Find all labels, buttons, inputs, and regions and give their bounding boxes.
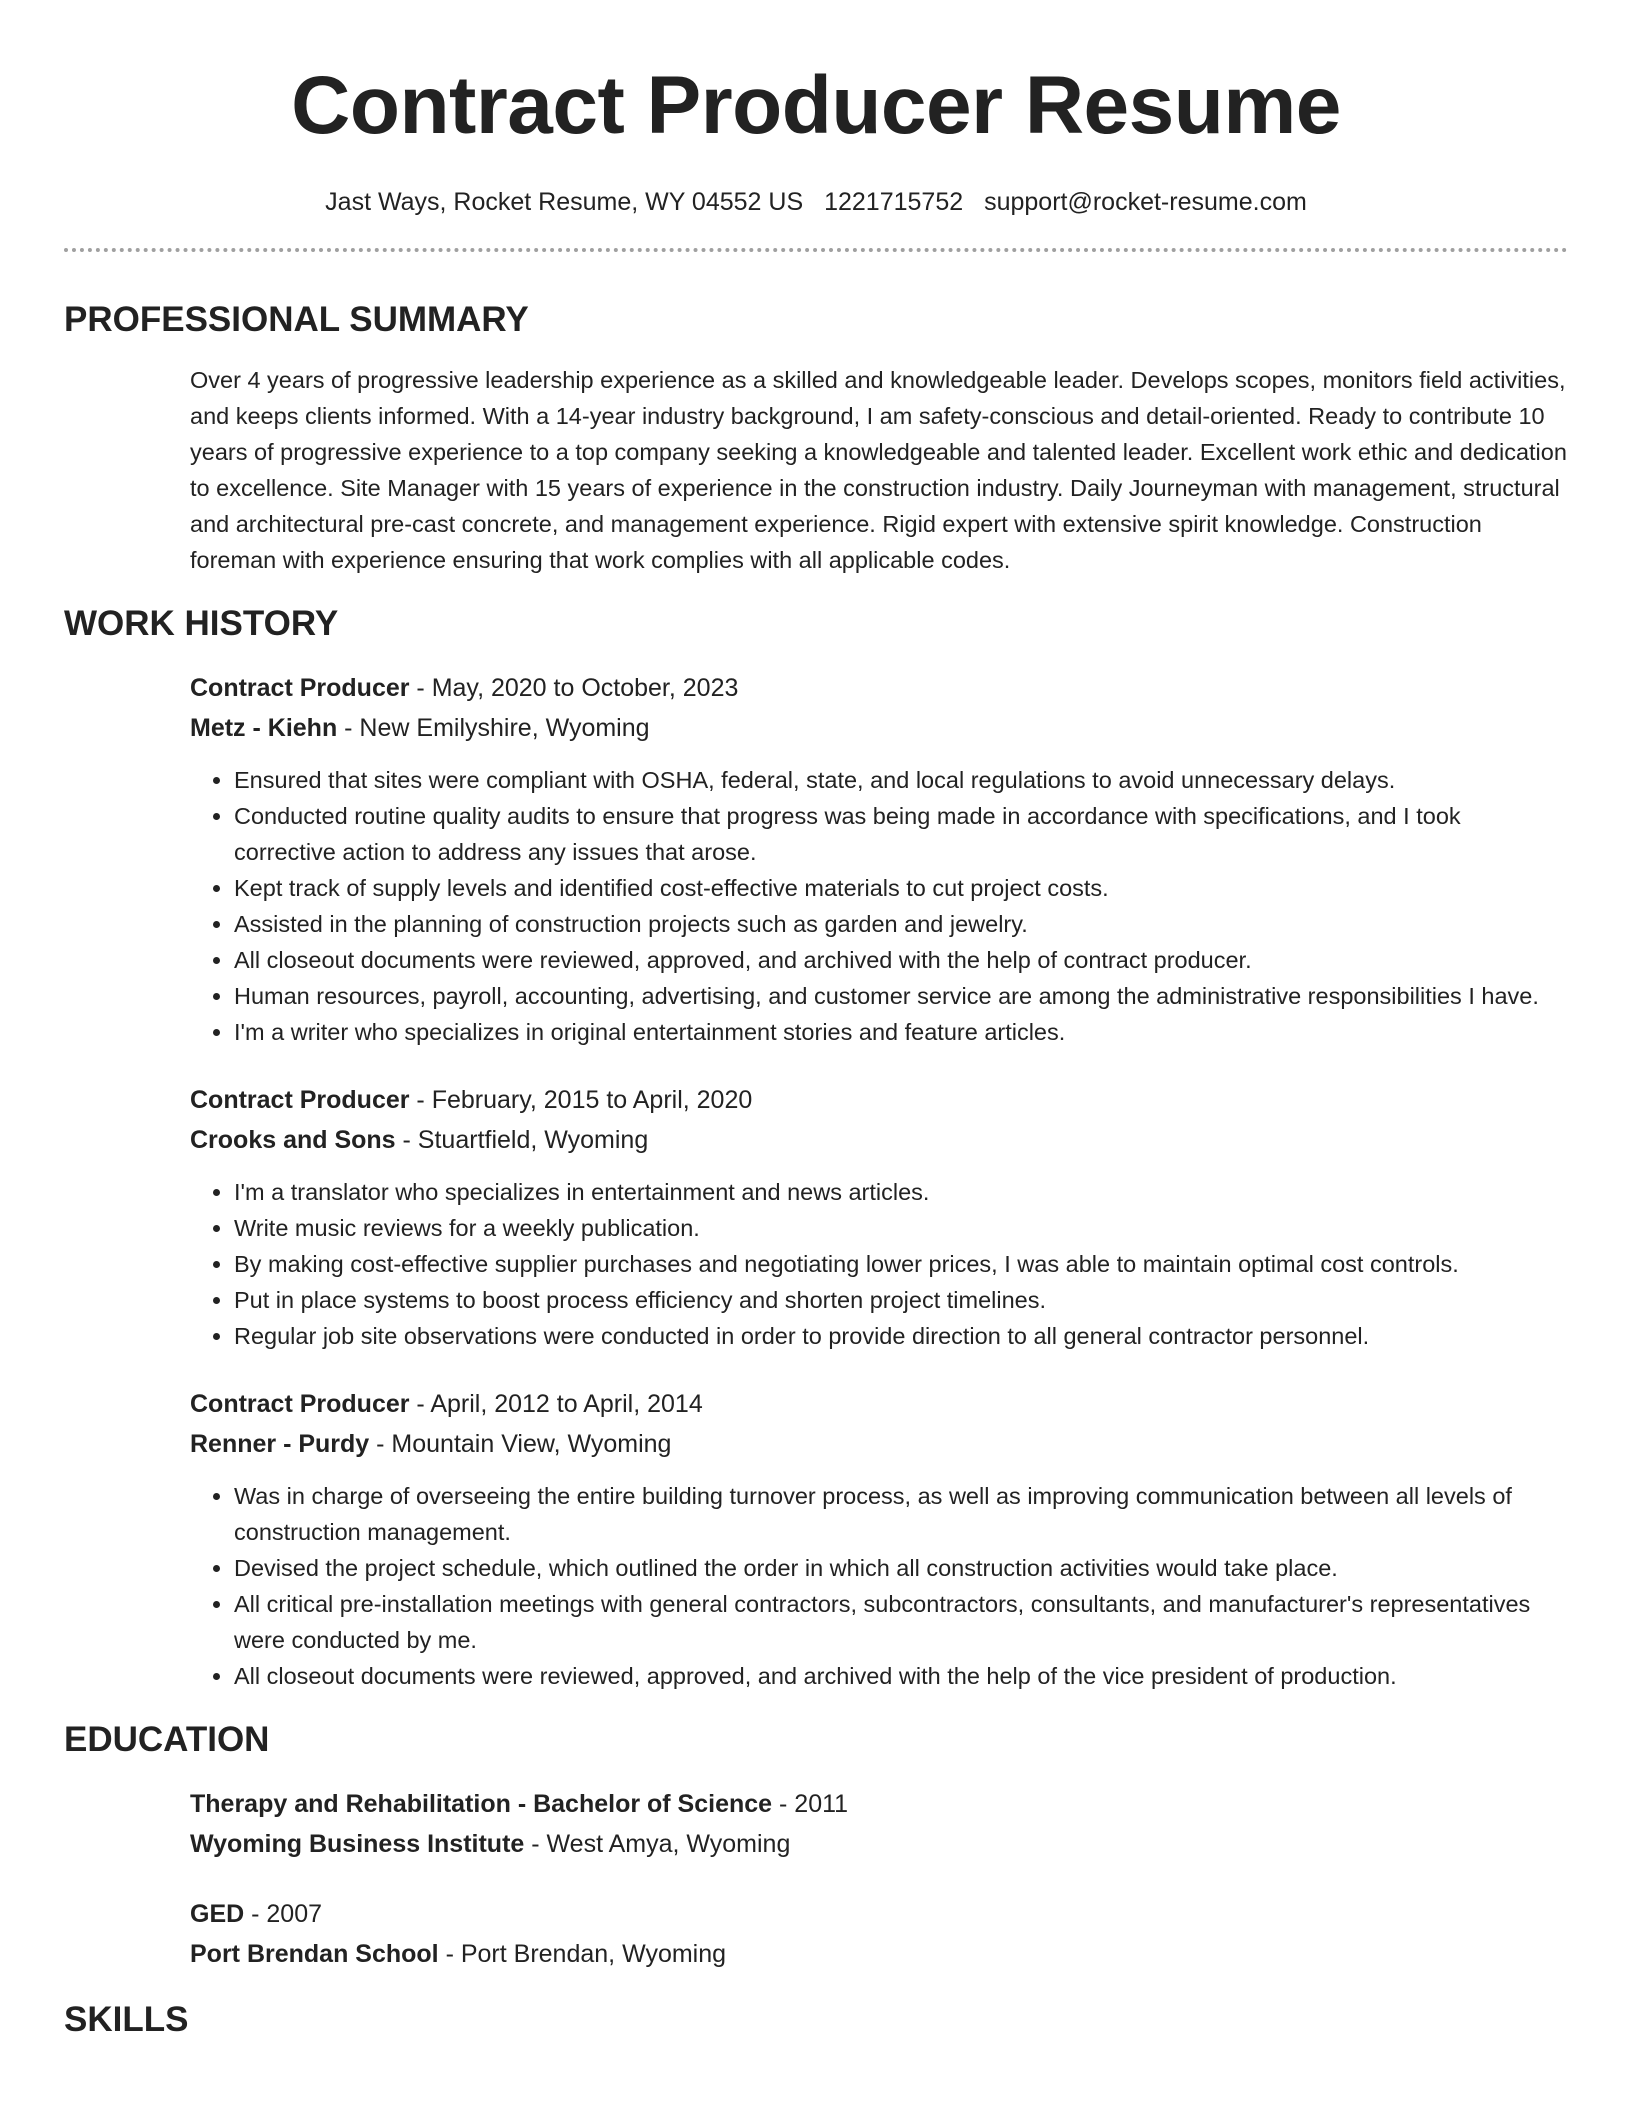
job-company-line [190, 1424, 1568, 1464]
job-role: Contract Producer [190, 1390, 410, 1418]
education-section [190, 1784, 1568, 1974]
job-bullets [190, 1478, 1568, 1694]
job-role-line [190, 1080, 1568, 1120]
job-location: - Stuartfield, Wyoming [395, 1126, 649, 1154]
job-bullet: • Regular job site observations were conducted in order to provide direction to all general contractor personnel. [234, 1318, 1568, 1354]
job-bullet: • Kept track of supply levels and identified cost-effective materials to cut project costs. [234, 870, 1568, 906]
job-role-line [190, 1384, 1568, 1424]
job-bullet: • Ensured that sites were compliant with OSHA, federal, state, and local regulations to avoid unnecessary delays. [234, 762, 1568, 798]
education-degree: Therapy and Rehabilitation - Bachelor of Science [190, 1790, 773, 1818]
summary-section [190, 362, 1568, 578]
job-location: - New Emilyshire, Wyoming [337, 714, 650, 742]
education-school: Port Brendan School [190, 1940, 439, 1968]
job-bullet: • All closeout documents were reviewed, approved, and archived with the help of the vice president of production. [234, 1658, 1568, 1694]
contact-line [64, 186, 1568, 218]
education-degree-line [190, 1894, 1568, 1934]
job-dates: - February, 2015 to April, 2020 [409, 1086, 753, 1114]
education-school: Wyoming Business Institute [190, 1830, 525, 1858]
job-bullet: • Conducted routine quality audits to ensure that progress was being made in accordance with specifications, and I took corrective action to address any issues that arose. [234, 798, 1568, 870]
section-title-skills: SKILLS [64, 2000, 189, 2039]
job-bullet: • All critical pre-installation meetings with general contractors, subcontractors, consultants, and manufacturer's representatives were conducted by me. [234, 1586, 1568, 1658]
job-bullet: • Assisted in the planning of construction projects such as garden and jewelry. [234, 906, 1568, 942]
job-bullet: • Write music reviews for a weekly publication. [234, 1210, 1568, 1246]
education-degree-line [190, 1784, 1568, 1824]
resume-title: Contract Producer Resume [291, 60, 1341, 151]
job-company: Metz - Kiehn [190, 714, 338, 742]
summary-text: Over 4 years of progressive leadership experience as a skilled and knowledgeable leader. Develops scopes, monitors field activities, and keeps clients informed. With a 14-year industry background, I am safety-conscious and detail-oriented. Ready to contribute 10 years of progressive experience to a top company seeking a knowledgeable and talented leader. Excellent work ethic and dedication to excellence. Site Manager with 15 years of experience in the construction industry. Daily Journeyman with management, structural and architectural pre-cast concrete, and management experience. Rigid expert with extensive spirit knowledge. Construction foreman with experience ensuring that work complies with all applicable codes. [190, 367, 1567, 573]
job-dates: - May, 2020 to October, 2023 [409, 674, 739, 702]
job-bullet: • Devised the project schedule, which outlined the order in which all construction activities would take place. [234, 1550, 1568, 1586]
education-entry [190, 1784, 1568, 1864]
job-bullets [190, 1174, 1568, 1354]
contact-address: Jast Ways, Rocket Resume, WY 04552 US [325, 188, 804, 216]
education-school-line [190, 1824, 1568, 1864]
section-title-education: EDUCATION [64, 1720, 270, 1759]
job-company: Crooks and Sons [190, 1126, 396, 1154]
education-location: - West Amya, Wyoming [524, 1830, 791, 1858]
job-bullet: • Put in place systems to boost process efficiency and shorten project timelines. [234, 1282, 1568, 1318]
education-school-line [190, 1934, 1568, 1974]
job-bullet: • All closeout documents were reviewed, approved, and archived with the help of contract producer. [234, 942, 1568, 978]
work-history-section [190, 668, 1568, 1694]
job-bullets [190, 762, 1568, 1050]
contact-phone: 1221715752 [824, 188, 964, 216]
job-dates: - April, 2012 to April, 2014 [409, 1390, 703, 1418]
job-entry [190, 1080, 1568, 1354]
contact-email: support@rocket-resume.com [984, 188, 1307, 216]
job-role: Contract Producer [190, 1086, 410, 1114]
education-year: - 2011 [772, 1790, 849, 1818]
job-location: - Mountain View, Wyoming [369, 1430, 672, 1458]
job-entry [190, 1384, 1568, 1694]
job-company-line [190, 708, 1568, 748]
job-bullet: • By making cost-effective supplier purchases and negotiating lower prices, I was able to maintain optimal cost controls. [234, 1246, 1568, 1282]
section-title-work-history: WORK HISTORY [64, 604, 339, 643]
job-company: Renner - Purdy [190, 1430, 370, 1458]
education-location: - Port Brendan, Wyoming [438, 1940, 727, 1968]
job-bullet: • Human resources, payroll, accounting, advertising, and customer service are among the administrative responsibilities I have. [234, 978, 1568, 1014]
header-divider [64, 248, 1568, 252]
job-bullet: • I'm a writer who specializes in original entertainment stories and feature articles. [234, 1014, 1568, 1050]
section-title-summary: PROFESSIONAL SUMMARY [64, 300, 529, 339]
education-year: - 2007 [244, 1900, 323, 1928]
job-bullet: • I'm a translator who specializes in entertainment and news articles. [234, 1174, 1568, 1210]
job-entry [190, 668, 1568, 1050]
job-role-line [190, 668, 1568, 708]
education-degree: GED [190, 1900, 245, 1928]
job-role: Contract Producer [190, 674, 410, 702]
job-bullet: • Was in charge of overseeing the entire building turnover process, as well as improving communication between all levels of construction management. [234, 1478, 1568, 1550]
education-entry [190, 1894, 1568, 1974]
job-company-line [190, 1120, 1568, 1160]
